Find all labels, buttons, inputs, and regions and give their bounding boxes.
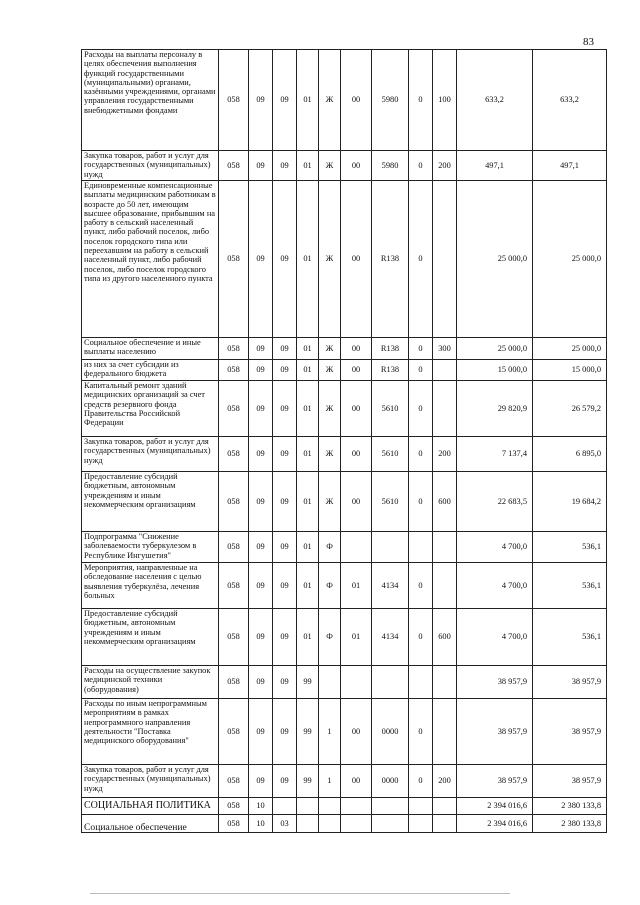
cell-expense-type	[433, 699, 457, 765]
cell-direction-suffix: 0	[409, 50, 433, 151]
cell-executed-amount: 19 684,2	[533, 472, 607, 532]
cell-section-code: 09	[249, 532, 273, 563]
cell-subprogram-code	[319, 666, 341, 699]
cell-direction-suffix: 0	[409, 765, 433, 798]
cell-subsection-code: 09	[273, 360, 297, 381]
row-name: Подпрограмма "Снижение заболеваемости туберкулезом в Республике Ингушетия"	[82, 532, 219, 563]
table-row	[82, 50, 607, 151]
cell-subprogram-code: 1	[319, 699, 341, 765]
cell-subprogram-code: Ф	[319, 532, 341, 563]
cell-executed-amount: 6 895,0	[533, 437, 607, 472]
cell-planned-amount: 7 137,4	[457, 437, 533, 472]
cell-executed-amount: 38 957,9	[533, 666, 607, 699]
cell-executed-amount: 536,1	[533, 563, 607, 609]
row-name: Мероприятия, направленные на обследование населения с целью выявления туберкулёза, лечения больных	[82, 563, 219, 609]
cell-planned-amount: 2 394 016,6	[457, 798, 533, 815]
row-name: Закупка товаров, работ и услуг для государственных (муниципальных) нужд	[82, 151, 219, 181]
cell-subprogram-code: Ж	[319, 437, 341, 472]
cell-executed-amount: 536,1	[533, 609, 607, 666]
cell-subprogram-code: 1	[319, 765, 341, 798]
cell-ministry-code: 058	[219, 360, 249, 381]
cell-subsection-code: 09	[273, 532, 297, 563]
row-name: Единовременные компенсационные выплаты медицинским работникам в возрасте до 50 лет, имеющим высшее образование, прибывшим на работу в сельский населенный пункт, либо рабочий поселок, либо поселок городского типа или переехавшим на работу в сельский населенный пункт, либо рабочий поселок, либо поселок городского типа из другого населенного пункта	[82, 181, 219, 338]
cell-direction-suffix	[409, 532, 433, 563]
cell-subsection-code: 09	[273, 563, 297, 609]
cell-executed-amount: 536,1	[533, 532, 607, 563]
cell-program-code: 01	[297, 437, 319, 472]
cell-program-code: 01	[297, 472, 319, 532]
cell-program-code: 01	[297, 50, 319, 151]
cell-executed-amount: 25 000,0	[533, 338, 607, 360]
cell-event-code: 00	[341, 699, 372, 765]
cell-direction-code	[372, 532, 409, 563]
cell-executed-amount: 38 957,9	[533, 765, 607, 798]
cell-direction-code: 4134	[372, 609, 409, 666]
table-row	[82, 666, 607, 699]
cell-planned-amount: 25 000,0	[457, 338, 533, 360]
cell-planned-amount: 15 000,0	[457, 360, 533, 381]
cell-planned-amount: 38 957,9	[457, 699, 533, 765]
cell-subsection-code: 09	[273, 609, 297, 666]
cell-subsection-code: 09	[273, 338, 297, 360]
cell-direction-suffix: 0	[409, 360, 433, 381]
table-row	[82, 563, 607, 609]
cell-direction-suffix: 0	[409, 181, 433, 338]
cell-subprogram-code: Ж	[319, 381, 341, 437]
table-row	[82, 381, 607, 437]
cell-subprogram-code	[319, 798, 341, 815]
cell-program-code: 01	[297, 532, 319, 563]
cell-direction-code: R138	[372, 360, 409, 381]
cell-expense-type: 600	[433, 472, 457, 532]
cell-event-code: 00	[341, 437, 372, 472]
cell-event-code	[341, 798, 372, 815]
cell-section-code: 09	[249, 765, 273, 798]
cell-direction-suffix: 0	[409, 381, 433, 437]
cell-direction-suffix: 0	[409, 609, 433, 666]
cell-executed-amount: 38 957,9	[533, 699, 607, 765]
cell-expense-type: 200	[433, 151, 457, 181]
cell-direction-suffix: 0	[409, 151, 433, 181]
cell-planned-amount: 4 700,0	[457, 609, 533, 666]
cell-section-code: 09	[249, 381, 273, 437]
cell-direction-suffix: 0	[409, 338, 433, 360]
cell-direction-code: 0000	[372, 765, 409, 798]
cell-subprogram-code	[319, 815, 341, 833]
cell-event-code: 00	[341, 472, 372, 532]
cell-program-code: 01	[297, 563, 319, 609]
cell-program-code: 99	[297, 666, 319, 699]
cell-direction-suffix: 0	[409, 699, 433, 765]
cell-subprogram-code: Ж	[319, 338, 341, 360]
cell-subprogram-code: Ж	[319, 151, 341, 181]
cell-section-code: 09	[249, 563, 273, 609]
cell-section-code: 09	[249, 360, 273, 381]
cell-subsection-code: 09	[273, 666, 297, 699]
cell-planned-amount: 38 957,9	[457, 765, 533, 798]
cell-subsection-code: 09	[273, 699, 297, 765]
cell-ministry-code: 058	[219, 437, 249, 472]
row-name: Капитальный ремонт зданий медицинских организаций за счет средств резервного фонда Правительства Российской Федерации	[82, 381, 219, 437]
cell-expense-type	[433, 381, 457, 437]
row-name: Расходы на выплаты персоналу в целях обеспечения выполнения функций государственными (муниципальными) органами, казёнными учреждениями, органами управления государственными внебюджетными фондами	[82, 50, 219, 151]
table-row	[82, 609, 607, 666]
cell-expense-type	[433, 181, 457, 338]
cell-executed-amount: 15 000,0	[533, 360, 607, 381]
cell-ministry-code: 058	[219, 381, 249, 437]
cell-section-code: 09	[249, 699, 273, 765]
cell-direction-code	[372, 815, 409, 833]
cell-expense-type	[433, 563, 457, 609]
cell-executed-amount: 25 000,0	[533, 181, 607, 338]
cell-event-code: 00	[341, 50, 372, 151]
cell-ministry-code: 058	[219, 798, 249, 815]
cell-ministry-code: 058	[219, 472, 249, 532]
cell-direction-code: 5980	[372, 151, 409, 181]
cell-executed-amount: 633,2	[533, 50, 607, 151]
cell-program-code: 01	[297, 338, 319, 360]
cell-ministry-code: 058	[219, 609, 249, 666]
cell-planned-amount: 29 820,9	[457, 381, 533, 437]
cell-section-code: 09	[249, 338, 273, 360]
cell-section-code: 09	[249, 181, 273, 338]
cell-event-code: 00	[341, 381, 372, 437]
cell-ministry-code: 058	[219, 699, 249, 765]
table-row	[82, 532, 607, 563]
row-name: Расходы по иным непрограммным мероприятиям в рамках непрограммного направления деятельности "Поставка медицинского оборудования"	[82, 699, 219, 765]
cell-planned-amount: 4 700,0	[457, 563, 533, 609]
cell-planned-amount: 22 683,5	[457, 472, 533, 532]
cell-event-code: 01	[341, 563, 372, 609]
cell-direction-code: R138	[372, 181, 409, 338]
cell-subprogram-code: Ф	[319, 563, 341, 609]
cell-planned-amount: 633,2	[457, 50, 533, 151]
cell-direction-code	[372, 666, 409, 699]
cell-ministry-code: 058	[219, 666, 249, 699]
cell-event-code: 00	[341, 360, 372, 381]
cell-program-code: 01	[297, 181, 319, 338]
cell-subsection-code: 03	[273, 815, 297, 833]
cell-program-code: 99	[297, 765, 319, 798]
page-number: 83	[583, 36, 594, 48]
cell-subsection-code: 09	[273, 381, 297, 437]
cell-ministry-code: 058	[219, 50, 249, 151]
cell-ministry-code: 058	[219, 151, 249, 181]
cell-direction-code: 0000	[372, 699, 409, 765]
cell-subsection-code: 09	[273, 472, 297, 532]
cell-subsection-code: 09	[273, 437, 297, 472]
cell-ministry-code: 058	[219, 181, 249, 338]
cell-executed-amount: 497,1	[533, 151, 607, 181]
cell-subsection-code: 09	[273, 765, 297, 798]
table-row	[82, 181, 607, 338]
cell-subprogram-code: Ж	[319, 472, 341, 532]
cell-event-code	[341, 532, 372, 563]
cell-event-code: 00	[341, 765, 372, 798]
cell-direction-suffix	[409, 666, 433, 699]
cell-event-code: 01	[341, 609, 372, 666]
cell-subsection-code: 09	[273, 50, 297, 151]
cell-section-code: 09	[249, 666, 273, 699]
cell-section-code: 10	[249, 815, 273, 833]
table-row	[82, 798, 607, 815]
table-row	[82, 360, 607, 381]
cell-expense-type: 200	[433, 437, 457, 472]
cell-program-code: 99	[297, 699, 319, 765]
cell-program-code: 01	[297, 609, 319, 666]
cell-planned-amount: 2 394 016,6	[457, 815, 533, 833]
cell-direction-code	[372, 798, 409, 815]
cell-direction-suffix	[409, 815, 433, 833]
cell-executed-amount: 2 380 133,8	[533, 815, 607, 833]
cell-ministry-code: 058	[219, 563, 249, 609]
cell-direction-code: R138	[372, 338, 409, 360]
cell-subsection-code: 09	[273, 151, 297, 181]
cell-planned-amount: 38 957,9	[457, 666, 533, 699]
cell-program-code: 01	[297, 360, 319, 381]
cell-program-code: 01	[297, 381, 319, 437]
cell-direction-code: 5610	[372, 381, 409, 437]
cell-program-code	[297, 798, 319, 815]
cell-ministry-code: 058	[219, 532, 249, 563]
row-name: Закупка товаров, работ и услуг для государственных (муниципальных) нужд	[82, 437, 219, 472]
table-row	[82, 699, 607, 765]
cell-event-code: 00	[341, 181, 372, 338]
cell-section-code: 09	[249, 437, 273, 472]
table-row	[82, 765, 607, 798]
cell-section-code: 09	[249, 50, 273, 151]
cell-expense-type: 200	[433, 765, 457, 798]
cell-program-code	[297, 815, 319, 833]
cell-event-code: 00	[341, 338, 372, 360]
table-row	[82, 151, 607, 181]
cell-ministry-code: 058	[219, 338, 249, 360]
cell-expense-type: 300	[433, 338, 457, 360]
row-name: Закупка товаров, работ и услуг для государственных (муниципальных) нужд	[82, 765, 219, 798]
row-name: Предоставление субсидий бюджетным, автономным учреждениям и иным некоммерческим организациям	[82, 609, 219, 666]
cell-ministry-code: 058	[219, 815, 249, 833]
cell-direction-suffix: 0	[409, 437, 433, 472]
cell-event-code	[341, 666, 372, 699]
cell-direction-code: 4134	[372, 563, 409, 609]
row-name: СОЦИАЛЬНАЯ ПОЛИТИКА	[82, 798, 219, 815]
cell-expense-type	[433, 815, 457, 833]
cell-expense-type	[433, 360, 457, 381]
cell-expense-type	[433, 798, 457, 815]
cell-section-code: 09	[249, 609, 273, 666]
cell-subprogram-code: Ж	[319, 360, 341, 381]
row-name: Социальное обеспечение и иные выплаты населению	[82, 338, 219, 360]
budget-table	[81, 49, 607, 833]
cell-subsection-code: 09	[273, 181, 297, 338]
row-name: из них за счет субсидии из федерального бюджета	[82, 360, 219, 381]
cell-direction-suffix: 0	[409, 563, 433, 609]
cell-expense-type	[433, 666, 457, 699]
cell-executed-amount: 2 380 133,8	[533, 798, 607, 815]
cell-subprogram-code: Ж	[319, 50, 341, 151]
cell-section-code: 10	[249, 798, 273, 815]
scan-artifact-line	[90, 893, 510, 894]
cell-planned-amount: 497,1	[457, 151, 533, 181]
cell-planned-amount: 4 700,0	[457, 532, 533, 563]
cell-direction-suffix: 0	[409, 472, 433, 532]
table-row	[82, 338, 607, 360]
cell-section-code: 09	[249, 472, 273, 532]
cell-subprogram-code: Ж	[319, 181, 341, 338]
row-name: Расходы на осуществление закупок медицинской техники (оборудования)	[82, 666, 219, 699]
cell-event-code: 00	[341, 151, 372, 181]
cell-program-code: 01	[297, 151, 319, 181]
cell-subsection-code	[273, 798, 297, 815]
cell-planned-amount: 25 000,0	[457, 181, 533, 338]
cell-expense-type	[433, 532, 457, 563]
table-row	[82, 472, 607, 532]
cell-event-code	[341, 815, 372, 833]
cell-subprogram-code: Ф	[319, 609, 341, 666]
table-row	[82, 815, 607, 833]
row-name: Социальное обеспечение	[82, 815, 219, 833]
cell-direction-suffix	[409, 798, 433, 815]
cell-expense-type: 600	[433, 609, 457, 666]
cell-ministry-code: 058	[219, 765, 249, 798]
cell-direction-code: 5610	[372, 472, 409, 532]
cell-direction-code: 5980	[372, 50, 409, 151]
cell-executed-amount: 26 579,2	[533, 381, 607, 437]
row-name: Предоставление субсидий бюджетным, автономным учреждениям и иным некоммерческим организациям	[82, 472, 219, 532]
cell-expense-type: 100	[433, 50, 457, 151]
cell-section-code: 09	[249, 151, 273, 181]
cell-direction-code: 5610	[372, 437, 409, 472]
table-row	[82, 437, 607, 472]
